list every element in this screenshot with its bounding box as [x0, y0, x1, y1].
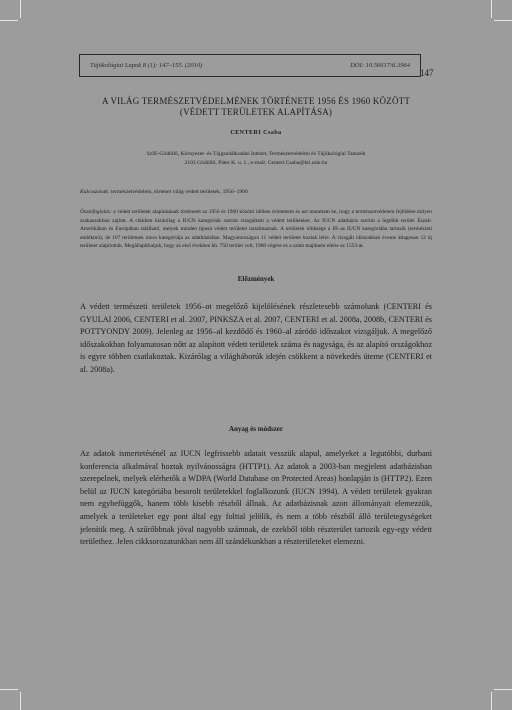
journal-citation: Tájökológiai Lapok 8 (1): 147–155. (2010): [90, 62, 203, 69]
crop-mark: [491, 0, 492, 18]
abstract-text: a védett területek alapításának történetét az 1956 és 1960 közötti időben érintettem és azt mutattam be, hogy a természetvédelem fejlődése milyen szakaszokban zajlott. A cikkben kizárólag a IUCN kategóriák szerint vizsgáltam a védett területeket. Az IUCN adatbázis szerint a legtöbb terület Észak-Amerikában és Európában található, melyek minden típusú védett területet tartalmaznak. A területek többsége a III–as IUCN kategóriába tartozik (természeti emlékmű), de 107 területnek nincs kategóriája az adatbázisban. Magyarországon 11 védett területet hoztak létre. A vizsgált időszakban évente átlagosan 12 új területet alapítottak. Megállapíthatjuk, hogy az első években kb. 750 terület volt, 1960 végére ez a szám majdnem elérte az 1553-at.: [80, 209, 432, 250]
affiliation: [70, 150, 442, 168]
keywords: [80, 188, 432, 196]
affiliation-line-2: 2103 Gödöllő, Páter K. u. 1., e-mail: Centeri.Csaba@kti.szie.hu: [184, 160, 328, 166]
crop-mark: [491, 692, 492, 710]
keywords-label: Kulcsszavak:: [80, 189, 110, 195]
title-line-1: A VILÁG TERMÉSZETVÉDELMÉNEK TÖRTÉNETE 1956 ÉS 1960 KÖZÖTT: [101, 96, 411, 106]
section-heading-background: Előzmények: [237, 275, 275, 283]
crop-mark: [494, 20, 512, 21]
journal-header: [79, 54, 421, 77]
crop-mark: [494, 689, 512, 690]
article-title: [70, 96, 442, 118]
section-heading-methods: Anyag és módszer: [228, 425, 284, 433]
keywords-text: természetvédelem, történet világ védett területek, 1956–1960: [110, 189, 248, 195]
author: CENTERI Csaba: [230, 130, 282, 136]
abstract: [80, 208, 432, 251]
doi: DOI: 10.56617/tl.3964: [350, 62, 410, 69]
crop-mark: [0, 689, 18, 690]
affiliation-line-1: SzIE-Gödöllő, Környezet- és Tájgazdálkodási Intézet, Természetvédelmi és Tájökológiai Tanszék: [146, 151, 366, 157]
crop-mark: [20, 692, 21, 710]
section-text-background: A védett természeti területek 1956–ot megelőző kijelölésének részletesebb számolunk (CENTERI és GYULAI 2006, CENTERI et al. 2007, PINKSZA et al. 2007, CENTERI et al. 2008a, 2008b, CENTERI és POTTYONDY 2009). Jelenleg az 1956–al kezdődő és 1960–al záródó időszakot vizsgáljuk. A megelőző időszakokban folyamatosan nőtt az alapított védett területek száma és nagysága, és az alapító országokhoz is egyre többen csatlakoztak. Kizárólag a világháborúk idején csökkent a növekedés üteme (CENTERI et al. 2008a).: [80, 302, 432, 374]
crop-mark: [0, 20, 18, 21]
crop-mark: [20, 0, 21, 18]
section-text-methods: Az adatok ismertetésénél az IUCN legfrissebb adatait vesszük alapul, amelyeket a legutóbbi, durbani konferencia alkalmával hoztak nyilvánosságra (HTTP1). Az adatok a 2003-ban megjelent adatbázisban szerepelnek, melyek elérhetők a WDPA (World Database on Protected Areas) honlapján is (HTTP2). Ezen belül az IUCN kategóriába besorolt területekkel foglalkozunk (IUCN 1994). A védett területek gyakran nem egybefüggők, hanem több kisebb részből állnak. Az adatbázisnak azon állományait elemezzük, amelyek a területeket egy pont által egy folttal jelölik, és nem a több részből álló területegységeket jelenítik meg. A szűrőbbnak jóval nagyobb számnak, de ezekből több részterület tartozik egy-egy védett területhez. Jelen cikksorozatunkban nem áll szándékunkban a részterületeket elemezni.: [80, 449, 432, 547]
page-number: 147: [420, 68, 434, 78]
title-line-2: (VÉDETT TERÜLETEK ALAPÍTÁSA): [179, 107, 333, 117]
abstract-label: Összefoglalás:: [80, 209, 112, 215]
